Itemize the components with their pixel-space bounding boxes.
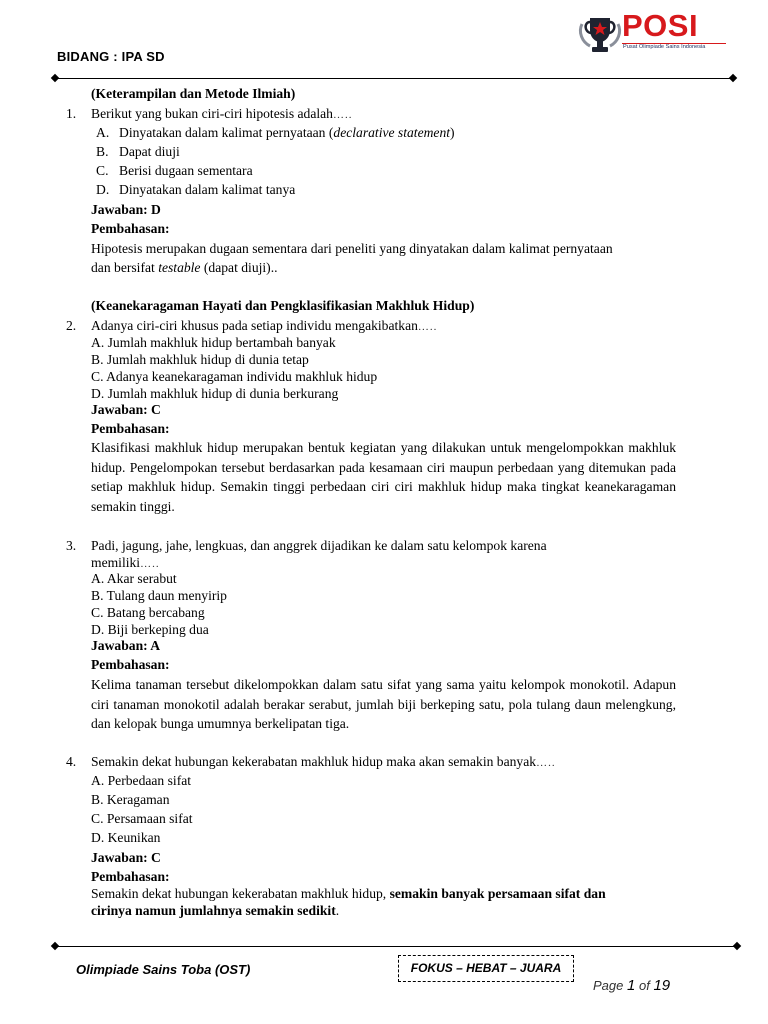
question-number: 4. (66, 754, 77, 769)
answer-key: Jawaban: A (91, 638, 161, 653)
section-heading: (Keterampilan dan Metode Ilmiah) (91, 86, 296, 101)
option-text-end: ) (450, 125, 455, 140)
option-c: C. Batang bercabang (91, 605, 205, 620)
question-text (91, 318, 437, 335)
footer-event-name: Olimpiade Sains Toba (OST) (76, 962, 251, 977)
question-stem: Adanya ciri-ciri khusus pada setiap individu mengakibatkan (91, 318, 418, 333)
ellipsis: ….. (536, 757, 556, 769)
footer-slogan: FOKUS – HEBAT – JUARA (398, 955, 574, 982)
question-number: 3. (66, 538, 77, 553)
trophy-icon (576, 10, 624, 58)
option-a: A. Akar serabut (91, 571, 177, 586)
option-letter: A. (96, 125, 110, 140)
subject-heading: BIDANG : IPA SD (57, 49, 165, 64)
question-number: 1. (66, 106, 77, 121)
ellipsis: ….. (417, 321, 438, 333)
answer-key: Jawaban: C (91, 850, 161, 865)
page-number (593, 977, 670, 994)
answer-key: Jawaban: D (91, 202, 161, 217)
option-a: A. Perbedaan sifat (91, 773, 192, 788)
option-a (119, 125, 455, 141)
section-heading: (Keanekaragaman Hayati dan Pengklasifikasian Makhluk Hidup) (91, 298, 475, 313)
page-total: 19 (653, 977, 671, 994)
answer-key: Jawaban: C (91, 402, 161, 417)
page-of: of (638, 978, 650, 993)
rule-end-left (51, 942, 59, 950)
logo-brand: POSI (622, 8, 699, 43)
explanation-label: Pembahasan: (91, 421, 170, 436)
question-text (91, 555, 160, 572)
option-text: Dinyatakan dalam kalimat pernyataan ( (119, 125, 334, 140)
option-b: B. Jumlah makhluk hidup di dunia tetap (91, 352, 309, 367)
ellipsis: ….. (332, 109, 353, 121)
explanation-bold: semakin banyak persamaan sifat dan (389, 886, 606, 901)
explanation-text: Kelima tanaman tersebut dikelompokkan dalam satu sifat yang sama yaitu kelompok monokotil. Adapun ciri tanaman monokotil adalah berakar serabut, jumlah biji berkeping satu, pola tulang daun melengkung, dan kelopak bunga umumnya berkelipatan tiga. (91, 677, 676, 732)
posi-logo (576, 10, 731, 58)
explanation-label: Pembahasan: (91, 657, 170, 672)
explanation-label: Pembahasan: (91, 221, 170, 236)
option-d: Dinyatakan dalam kalimat tanya (119, 182, 296, 197)
option-d: D. Keunikan (91, 830, 161, 845)
explanation-label: Pembahasan: (91, 869, 170, 884)
option-letter: B. (96, 144, 109, 159)
explanation-text (91, 260, 278, 276)
page-current: 1 (627, 977, 636, 994)
logo-tagline: Pusat Olimpiade Sains Indonesia (623, 44, 706, 50)
explanation-part: Semakin dekat hubungan kekerabatan makhluk hidup, (91, 886, 390, 901)
question-number: 2. (66, 318, 77, 333)
explanation-part: dan bersifat (91, 260, 159, 275)
footer-rule (55, 946, 737, 947)
explanation-part: . (335, 903, 340, 918)
explanation-text (91, 903, 339, 919)
explanation-text: Hipotesis merupakan dugaan sementara dari peneliti yang dinyatakan dalam kalimat pernyataan (91, 241, 613, 256)
option-c: C. Persamaan sifat (91, 811, 193, 826)
option-a: A. Jumlah makhluk hidup bertambah banyak (91, 335, 336, 350)
question-text: Padi, jagung, jahe, lengkuas, dan anggrek dijadikan ke dalam satu kelompok karena (91, 538, 547, 553)
option-b: B. Tulang daun menyirip (91, 588, 227, 603)
ellipsis: ….. (140, 558, 160, 570)
option-letter: C. (96, 163, 109, 178)
option-c: C. Adanya keanekaragaman individu makhluk hidup (91, 369, 378, 384)
explanation-text: Klasifikasi makhluk hidup merupakan bentuk kegiatan yang dilakukan untuk mengelompokkan makhluk hidup. Pengelompokan tersebut berdasarkan pada kesamaan ciri maupun perbedaan yang ditemukan pada setiap makhluk hidup. Semakin tinggi perbedaan ciri ciri makhluk hidup maka tingkat keanekaragaman semakin tinggi. (91, 440, 676, 514)
explanation-bold: cirinya namun jumlahnya semakin sedikit (91, 903, 336, 918)
explanation-text (91, 886, 606, 902)
option-c: Berisi dugaan sementara (119, 163, 253, 178)
header-rule (55, 78, 733, 79)
explanation-italic: testable (158, 260, 201, 275)
rule-end-right (729, 74, 737, 82)
question-stem: memiliki (91, 555, 141, 570)
question-text (91, 106, 352, 123)
rule-end-right (733, 942, 741, 950)
question-stem: Semakin dekat hubungan kekerabatan makhluk hidup maka akan semakin banyak (91, 754, 537, 769)
option-b: Dapat diuji (119, 144, 180, 159)
option-italic: declarative statement (333, 125, 451, 140)
option-b: B. Keragaman (91, 792, 170, 807)
question-text (91, 754, 556, 771)
question-stem: Berikut yang bukan ciri-ciri hipotesis adalah (91, 106, 333, 121)
page-word: Page (593, 978, 624, 993)
option-letter: D. (96, 182, 110, 197)
rule-end-left (51, 74, 59, 82)
option-d: D. Biji berkeping dua (91, 622, 209, 637)
option-d: D. Jumlah makhluk hidup di dunia berkurang (91, 386, 339, 401)
explanation-part: (dapat diuji).. (200, 260, 278, 275)
